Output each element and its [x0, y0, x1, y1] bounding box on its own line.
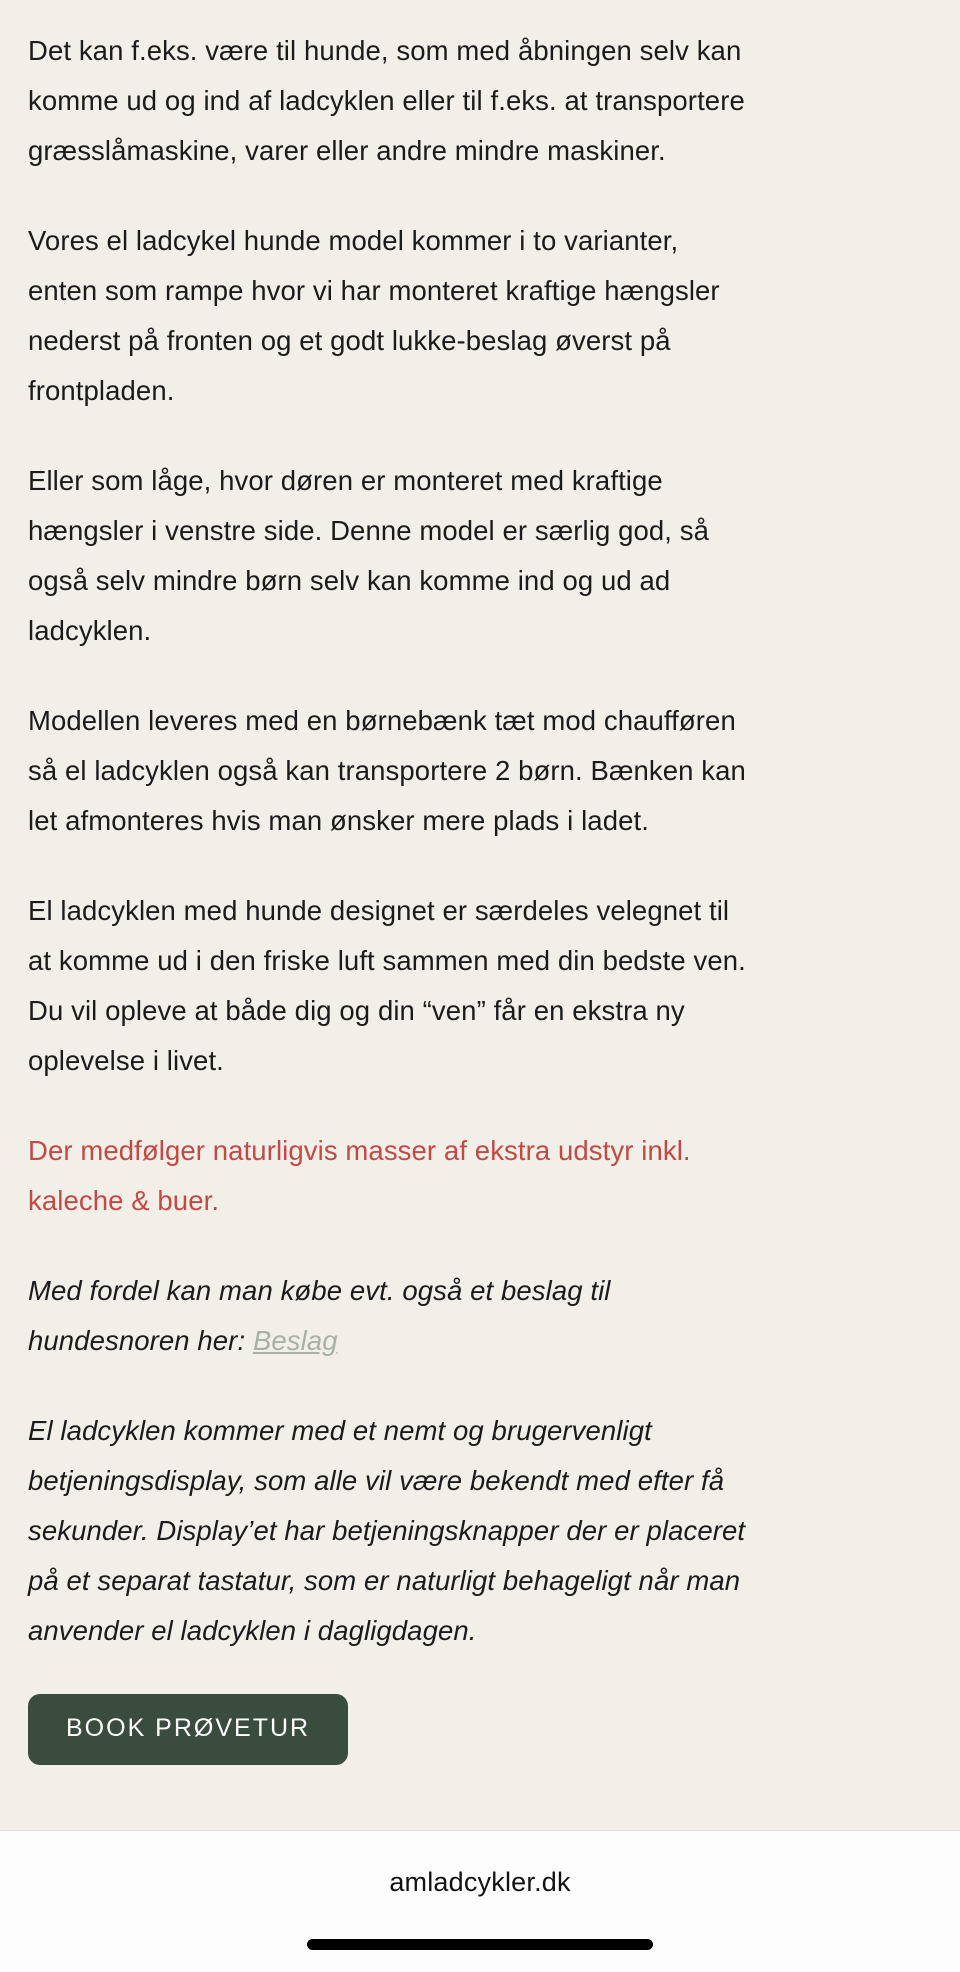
- beslag-link[interactable]: Beslag: [252, 1325, 338, 1356]
- paragraph-laage: Eller som låge, hvor døren er monteret med kraftige hængsler i venstre side. Denne model er særlig god, så også selv mindre børn selv kan komme ind og ud ad ladcyklen.: [28, 465, 710, 646]
- paragraph-to-varianter: Vores el ladcykel hunde model kommer i to varianter, enten som rampe hvor vi har monteret kraftige hængsler nederst på fronten og et godt lukke-beslag øverst på frontpladen.: [28, 225, 720, 406]
- book-test-ride-button[interactable]: BOOK PRØVETUR: [28, 1694, 348, 1765]
- paragraph-ekstra-udstyr: Der medfølger naturligvis masser af ekstra udstyr inkl. kaleche & buer.: [28, 1135, 691, 1216]
- cta-container: [28, 1694, 932, 1791]
- paragraph-hunde-aabning: Det kan f.eks. være til hunde, som med åbningen selv kan komme ud og ind af ladcyklen eller til f.eks. at transportere græsslåmaskine, varer eller andre mindre maskiner.: [28, 35, 745, 166]
- paragraph-hundesnor-text: Med fordel kan man købe evt. også et beslag til hundesnoren her:: [28, 1275, 611, 1356]
- home-indicator[interactable]: [307, 1939, 653, 1950]
- paragraph-hundesnor: [28, 1266, 746, 1366]
- paragraph-boernebaenk: Modellen leveres med en børnebænk tæt mod chaufføren så el ladcyklen også kan transportere 2 børn. Bænken kan let afmonteres hvis man ønsker mere plads i ladet.: [28, 705, 746, 836]
- paragraph-velegnet: El ladcyklen med hunde designet er særdeles velegnet til at komme ud i den friske luft sammen med din bedste ven. Du vil opleve at både dig og din “ven” får en ekstra ny oplevelse i livet.: [28, 895, 746, 1076]
- browser-bottom-bar: [0, 1830, 960, 1972]
- url-display[interactable]: amladcykler.dk: [389, 1867, 571, 1897]
- paragraph-display: El ladcyklen kommer med et nemt og brugervenligt betjeningsdisplay, som alle vil være bekendt med efter få sekunder. Display’et har betjeningsknapper der er placeret på et separat tastatur, som er naturligt behageligt når man anvender el ladcyklen i dagligdagen.: [28, 1415, 746, 1646]
